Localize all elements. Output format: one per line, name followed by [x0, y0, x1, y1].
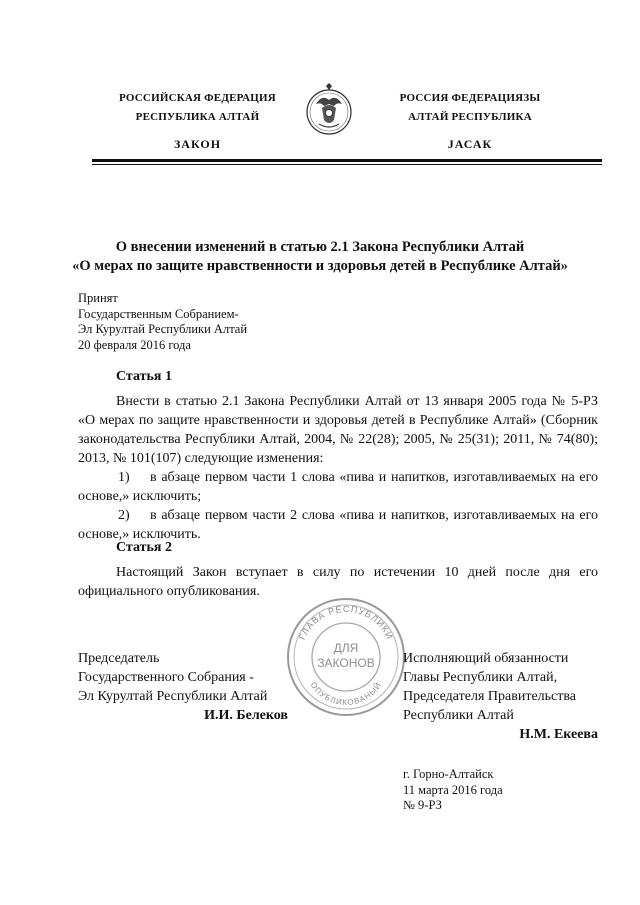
law-number: № 9-РЗ	[403, 798, 442, 812]
header-left-doctype: ЗАКОН	[173, 137, 222, 151]
signatory-name: И.И. Белеков	[204, 708, 288, 723]
stamp-center-line2: ЗАКОНОВ	[317, 656, 375, 670]
signatory-position-line4: Республики Алтай	[403, 708, 514, 723]
adoption-line3: Эл Курултай Республики Алтай	[78, 322, 248, 336]
place-and-date	[403, 767, 503, 814]
law-title-line2: «О мерах по защите нравственности и здоровья детей в Республике Алтай»	[72, 258, 568, 274]
list-item-text: в абзаце первом части 1 слова «пива и напитков, изготавливаемых на его основе,» исключить;	[78, 470, 598, 504]
article-1-body	[78, 392, 598, 544]
list-item-number: 1)	[118, 470, 130, 485]
signatory-position-line1: Председатель	[78, 651, 160, 666]
adoption-date: 20 февраля 2016 года	[78, 337, 191, 352]
adoption-note	[78, 291, 247, 353]
header-right-country: РОССИЯ ФЕДЕРАЦИЯЗЫ	[399, 92, 541, 104]
coat-of-arms-emblem	[304, 82, 354, 137]
adoption-line1: Принят	[78, 291, 118, 305]
signatory-position-line3: Председателя Правительства	[403, 689, 577, 704]
law-title-line1: О внесении изменений в статью 2.1 Закона Республики Алтай	[115, 239, 525, 255]
signing-date: 11 марта 2016 года	[403, 782, 503, 797]
signatory-position-line3: Эл Курултай Республики Алтай	[78, 689, 268, 704]
header-right-doctype: JАСАК	[447, 137, 493, 151]
svg-text:ОПУБЛИКОВАНЫЙ	[309, 680, 384, 707]
list-item-text: в абзаце первом части 2 слова «пива и напитков, изготавливаемых на его основе,» исключить.	[78, 508, 598, 542]
stamp-top-text: ГЛАВА РЕСПУБЛИКИ	[296, 603, 396, 642]
list-item-number: 2)	[118, 508, 130, 523]
article-2-heading: Статья 2	[116, 540, 172, 555]
signature-block-right	[403, 649, 598, 744]
header-left-country: РОССИЙСКАЯ ФЕДЕРАЦИЯ	[119, 92, 276, 104]
header-left-republic: РЕСПУБЛИКА АЛТАЙ	[135, 111, 260, 123]
article-2-text: Настоящий Закон вступает в силу по истечении 10 дней после дня его официального опубликования.	[78, 565, 598, 599]
signatory-position-line2: Государственного Собрания -	[78, 670, 254, 685]
header-right-republic: АЛТАЙ РЕСПУБЛИКА	[408, 111, 532, 123]
header-right	[385, 92, 555, 152]
signatory-position-line1: Исполняющий обязанности	[403, 651, 569, 666]
signatory-position-line2: Главы Республики Алтай,	[403, 670, 558, 685]
adoption-line2: Государственным Собранием-	[78, 306, 239, 321]
stamp-bottom-text: ОПУБЛИКОВАНЫЙ	[308, 680, 384, 708]
list-item	[78, 506, 598, 544]
article-1-heading: Статья 1	[116, 369, 172, 384]
stamp-center-line1: ДЛЯ	[333, 641, 359, 655]
city: г. Горно-Алтайск	[403, 767, 494, 781]
law-title	[40, 238, 600, 276]
header-divider-thin	[92, 164, 602, 165]
header-left	[105, 92, 290, 152]
official-stamp	[283, 594, 409, 720]
header-divider-thick	[92, 159, 602, 162]
article-1-intro: Внести в статью 2.1 Закона Республики Алтай от 13 января 2005 года № 5-РЗ «О мерах по защите нравственности и здоровья детей в Республике Алтай» (Сборник законодательства Республики Алтай, 2004, № 22(28); 2005, № 25(31); 2011, № 74(80); 2013, № 101(107) следующие изменения:	[78, 394, 598, 466]
signature-block-left	[78, 649, 288, 725]
list-item	[78, 468, 598, 506]
signatory-name: Н.М. Екеева	[519, 727, 598, 742]
